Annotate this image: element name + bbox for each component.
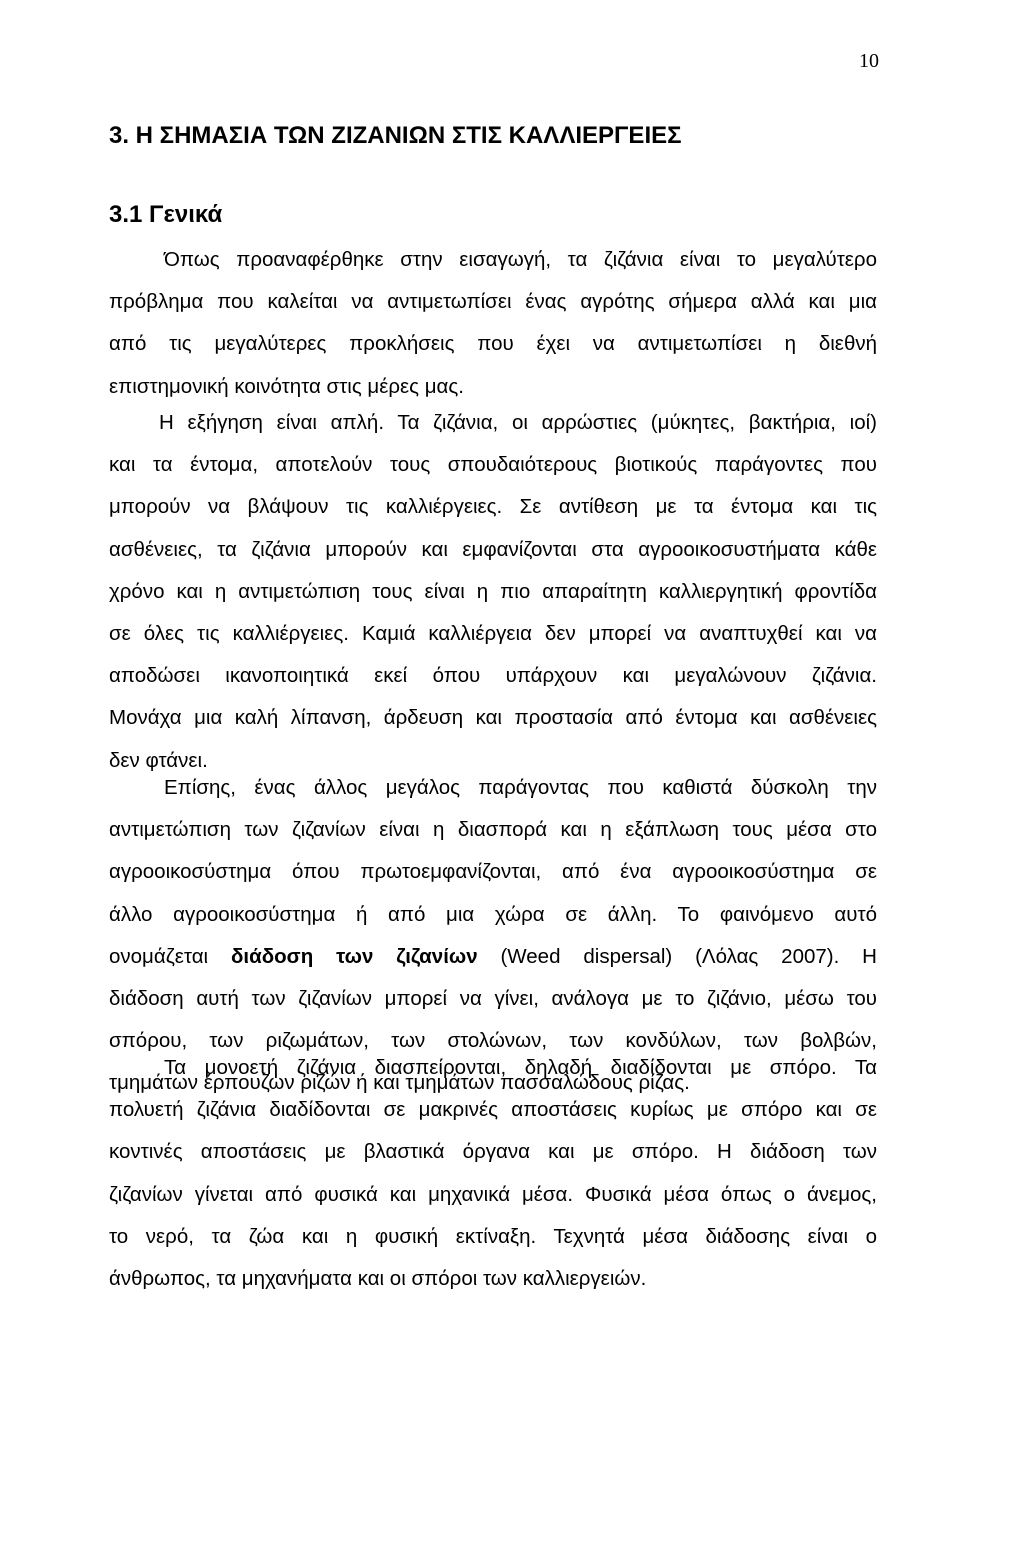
paragraph-explanation <box>109 402 877 782</box>
section-heading: 3.1 Γενικά <box>109 201 223 228</box>
text-line: χρόνο και η αντιμετώπιση τους είναι η πιο απαραίτητη καλλιεργητική φροντίδα <box>109 579 877 603</box>
text-line: σπόρου, των ριζωμάτων, των στολώνων, των κονδύλων, των βολβών, <box>109 1029 877 1053</box>
text-line: Η εξήγηση είναι απλή. Τα ζιζάνια, οι αρρώστιες (μύκητες, βακτήρια, ιοί) <box>159 411 877 434</box>
text-line: άνθρωπος, τα μηχανήματα και οι σπόροι των καλλιεργειών. <box>109 1267 647 1291</box>
text-line: σε όλες τις καλλιέργειες. Καμιά καλλιέργεια δεν μπορεί να αναπτυχθεί και να <box>109 622 877 646</box>
text-line: άλλο αγροοικοσύστημα ή από μια χώρα σε άλλη. Το φαινόμενο αυτό <box>109 902 877 926</box>
text-line: πρόβλημα που καλείται να αντιμετωπίσει ένας αγρότης σήμερα αλλά και μια <box>109 290 877 314</box>
text-line: πολυετή ζιζάνια διαδίδονται σε μακρινές αποστάσεις κυρίως με σπόρο και σε <box>109 1098 877 1122</box>
text-line: το νερό, τα ζώα και η φυσική εκτίναξη. Τεχνητά μέσα διάδοσης είναι ο <box>109 1224 877 1248</box>
text-line: από τις μεγαλύτερες προκλήσεις που έχει να αντιμετωπίσει η διεθνή <box>109 332 877 356</box>
text-line: Επίσης, ένας άλλος μεγάλος παράγοντας που καθιστά δύσκολη την <box>164 776 877 799</box>
text-line: Μονάχα μια καλή λίπανση, άρδευση και προστασία από έντομα και ασθένειες <box>109 706 877 730</box>
text-line: Τα μονοετή ζιζάνια διασπείρονται, δηλαδή διαδίδονται με σπόρο. Τα <box>164 1056 877 1079</box>
text-line: τμημάτων έρπουζων ριζών ή και τμημάτων πασσαλώδους ρίζας. <box>109 1071 690 1095</box>
text-line: και τα έντομα, αποτελούν τους σπουδαιότερους βιοτικούς παράγοντες που <box>109 453 877 477</box>
emphasized-term: διάδοση των ζιζανίων <box>230 944 478 968</box>
text-line: αποδώσει ικανοποιητικά εκεί όπου υπάρχουν και μεγαλώνουν ζιζάνια. <box>109 664 877 688</box>
page-number: 10 <box>859 50 879 72</box>
text-line: αντιμετώπιση των ζιζανίων είναι η διασπορά και η εξάπλωση τους μέσα στο <box>109 818 877 842</box>
text-fragment: ονομάζεται <box>109 944 231 968</box>
text-line: Όπως προαναφέρθηκε στην εισαγωγή, τα ζιζάνια είναι το μεγαλύτερο <box>164 248 877 271</box>
text-line: ασθένειες, τα ζιζάνια μπορούν και εμφανίζονται στα αγροοικοσυστήματα κάθε <box>109 537 877 561</box>
paragraph-introduction <box>109 239 877 408</box>
text-line: δεν φτάνει. <box>109 748 208 772</box>
chapter-heading: 3. Η ΣΗΜΑΣΙΑ ΤΩΝ ΖΙΖΑΝΙΩΝ ΣΤΙΣ ΚΑΛΛΙΕΡΓΕΙΕΣ <box>109 122 682 149</box>
text-line: κοντινές αποστάσεις με βλαστικά όργανα και με σπόρο. Η διάδοση των <box>109 1140 877 1164</box>
text-line <box>109 936 877 978</box>
text-line: αγροοικοσύστημα όπου πρωτοεμφανίζονται, από ένα αγροοικοσύστημα σε <box>109 860 877 884</box>
text-fragment: (Weed dispersal) (Λόλας 2007). Η <box>477 944 877 968</box>
text-line: επιστημονική κοινότητα στις μέρες μας. <box>109 374 464 398</box>
paragraph-dispersal-methods <box>109 1047 877 1300</box>
text-line: μπορούν να βλάψουν τις καλλιέργειες. Σε αντίθεση με τα έντομα και τις <box>109 495 877 519</box>
text-line: ζιζανίων γίνεται από φυσικά και μηχανικά μέσα. Φυσικά μέσα όπως ο άνεμος, <box>109 1182 877 1206</box>
text-line: διάδοση αυτή των ζιζανίων μπορεί να γίνει, ανάλογα με το ζιζάνιο, μέσω του <box>109 987 877 1011</box>
